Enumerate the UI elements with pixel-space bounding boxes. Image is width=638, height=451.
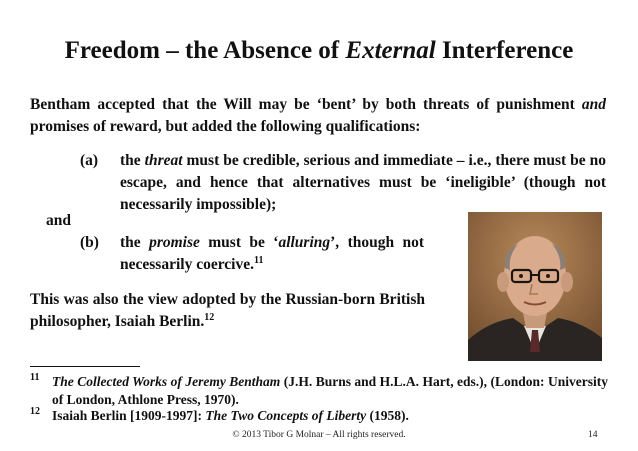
conjunction-and: and	[46, 212, 71, 229]
footnote-text: The Collected Works of Jeremy Bentham (J.H. Burns and H.L.A. Hart, eds.), (London: University of London, Athlone Press, 1970).	[52, 374, 608, 407]
footnote-number: 12	[30, 406, 40, 417]
footnote-divider	[30, 366, 140, 367]
footnote-ref-11[interactable]: 11	[254, 254, 264, 266]
title-text: Freedom – the Absence of	[64, 37, 346, 64]
item-b-text: the promise must be ‘alluring’, though not necessarily coercive.$^{11}$	[120, 234, 425, 273]
intro-paragraph: Bentham accepted that the Will may be ‘bent’ by both threats of punishment and promises of reward, but added the following qualifications:	[30, 96, 606, 135]
emphasis-and: and	[581, 96, 606, 113]
footnote-12	[30, 407, 610, 425]
title-emphasis: External	[345, 37, 436, 64]
isaiah-berlin-portrait	[468, 212, 602, 361]
copyright-footer: © 2013 Tibor G Molnar – All rights reserved.	[232, 430, 406, 440]
emphasis-alluring: alluring	[278, 234, 331, 251]
page-number: 14	[588, 430, 598, 440]
footnote-ref-12[interactable]: 12	[204, 311, 215, 323]
berlin-paragraph: This was also the view adopted by the Russian-born British philosopher, Isaiah Berlin.$^{12}$	[30, 291, 425, 330]
emphasis-threat: threat	[144, 152, 183, 169]
emphasis-promise: promise	[149, 234, 200, 251]
footnote-text: Isaiah Berlin [1909-1997]: The Two Concepts of Liberty (1958).	[52, 408, 409, 423]
slide-title	[0, 36, 638, 66]
item-a-text: the threat must be credible, serious and immediate – i.e., there must be no escape, and hence that alternatives must be ‘ineligible’ (though not necessarily impossible);	[120, 152, 606, 213]
title-text-end: Interference	[435, 37, 574, 64]
item-a-label: (a)	[80, 152, 99, 169]
item-b-label: (b)	[80, 234, 99, 251]
footnote-number: 11	[30, 372, 40, 383]
footnote-11	[30, 373, 610, 409]
